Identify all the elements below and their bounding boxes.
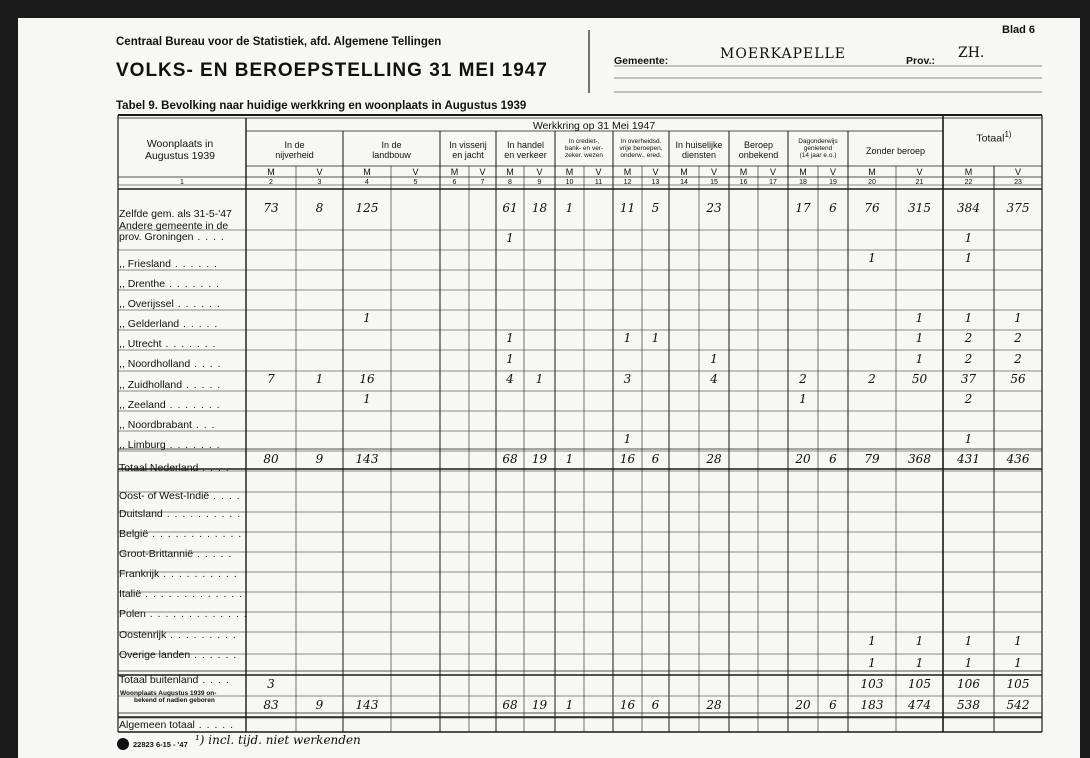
group-heading xyxy=(343,140,440,160)
column-number: 10 xyxy=(565,179,574,186)
prov-value: ZH. xyxy=(958,45,985,61)
cell-value: 20 xyxy=(795,698,811,712)
mv-heading: V xyxy=(1014,167,1021,177)
leader-dots: . . . . xyxy=(193,231,225,243)
cell-value: 73 xyxy=(263,200,279,215)
column-number: 15 xyxy=(710,179,718,186)
rowhead-label: Woonplaats in Augustus 1939 xyxy=(144,138,216,162)
group-heading-line: (14 jaar e.o.) xyxy=(799,152,837,159)
cell-value: 2 xyxy=(868,372,876,386)
cell-value: 8 xyxy=(315,200,324,215)
cell-value: 7 xyxy=(267,372,275,386)
cell-value: 3 xyxy=(623,372,632,386)
cell-value: 83 xyxy=(263,698,279,712)
column-number: 12 xyxy=(623,179,632,186)
cell-value: 103 xyxy=(860,676,884,691)
leader-dots: . . . . . . . xyxy=(165,278,220,290)
group-heading xyxy=(246,140,343,160)
cell-value: 1 xyxy=(964,311,973,325)
cell-value: 23 xyxy=(706,200,722,215)
group-heading-line: en verkeer xyxy=(504,150,547,160)
row-label-text: ,, Gelderland xyxy=(119,318,180,330)
group-heading-line: In overheidsd. xyxy=(620,138,662,145)
column-number: 3 xyxy=(317,179,322,186)
cell-value: 1 xyxy=(623,331,632,345)
mv-heading: M xyxy=(739,167,748,177)
cell-value: 143 xyxy=(355,698,379,712)
cell-value: 1 xyxy=(623,432,632,446)
row-label xyxy=(119,548,232,560)
leader-dots: . . . . xyxy=(198,674,230,686)
row-label xyxy=(119,338,216,350)
row-label-text: Woonplaats Augustus 1939 on- xyxy=(120,690,217,697)
leader-dots: . . . . xyxy=(198,462,230,474)
row-label-text: ,, Friesland xyxy=(119,258,171,270)
mv-heading: V xyxy=(536,167,543,177)
row-label xyxy=(119,608,248,620)
group-heading-line: diensten xyxy=(681,150,717,160)
cell-value: 1 xyxy=(565,200,574,215)
cell-value: 1 xyxy=(710,351,718,366)
blad-number: Blad 6 xyxy=(1002,24,1036,36)
column-number: 2 xyxy=(269,179,273,186)
cell-value: 2 xyxy=(964,331,973,345)
row-label xyxy=(119,419,215,431)
group-heading xyxy=(729,140,788,160)
cell-value: 538 xyxy=(957,698,980,712)
row-label-text: Algemeen totaal xyxy=(119,719,195,731)
column-number: 18 xyxy=(799,179,807,186)
column-number: 20 xyxy=(868,179,876,186)
mv-heading: V xyxy=(710,167,717,177)
row-label-text: ,, Noordbrabant xyxy=(119,419,192,431)
cell-value: 315 xyxy=(908,200,931,215)
column-number: 5 xyxy=(413,179,418,186)
row-label xyxy=(119,649,237,661)
group-heading-line: In de xyxy=(381,140,402,150)
row-label xyxy=(119,568,238,580)
cell-value: 6 xyxy=(651,698,660,712)
cell-value: 1 xyxy=(964,251,973,265)
cell-value: 68 xyxy=(502,452,518,466)
mv-heading: M xyxy=(964,167,973,177)
cell-value: 50 xyxy=(911,372,928,386)
row-label-text: ,, Utrecht xyxy=(119,338,162,350)
column-number: 21 xyxy=(915,179,924,186)
row-label-text: Overige landen xyxy=(119,649,191,661)
leader-dots: . . . . . xyxy=(179,318,219,330)
group-heading-line: Dagonderwijs xyxy=(798,138,838,145)
cell-value: 1 xyxy=(1014,655,1022,670)
column-number: 19 xyxy=(829,179,837,186)
leader-dots: . . . . . . xyxy=(170,258,218,270)
column-number: 16 xyxy=(739,179,748,186)
leader-dots: . . . . . . . . . xyxy=(166,629,237,641)
cell-value: 1 xyxy=(964,655,973,670)
group-heading-line: Beroep xyxy=(743,140,774,150)
leader-dots: . . . . . . . . . . xyxy=(162,508,242,520)
group-heading xyxy=(555,138,613,159)
column-number: 23 xyxy=(1014,179,1022,186)
group-heading-line: In visserij xyxy=(449,140,487,150)
group-heading-line: In de xyxy=(284,140,305,150)
cell-value: 2 xyxy=(799,372,807,386)
mv-heading: M xyxy=(868,167,876,177)
cell-value: 16 xyxy=(619,698,636,712)
mv-heading: M xyxy=(450,167,459,177)
leader-dots: . . . . . . . . . . . . . xyxy=(141,588,244,600)
cell-value: 183 xyxy=(860,698,884,712)
cell-value: 56 xyxy=(1010,372,1026,386)
column-number: 11 xyxy=(594,179,603,186)
row-label xyxy=(119,379,221,391)
cell-value: 17 xyxy=(795,200,811,215)
group-heading xyxy=(440,140,496,160)
group-heading-line: landbouw xyxy=(372,150,411,160)
group-heading-line: vrije beroepen, xyxy=(619,145,663,152)
row-label xyxy=(119,629,237,641)
form-title: VOLKS- EN BEROEPSTELLING 31 MEI 1947 xyxy=(116,60,548,81)
cell-value: 1 xyxy=(868,655,876,670)
cell-value: 1 xyxy=(506,231,514,245)
cell-value: 375 xyxy=(1006,200,1030,215)
print-code: 22823 6-15 - '47 xyxy=(133,740,188,749)
group-heading-line: bank- en ver- xyxy=(564,145,604,152)
row-label-text: ,, Limburg xyxy=(119,439,166,451)
mv-heading: V xyxy=(652,167,659,177)
cell-value: 1 xyxy=(915,655,924,670)
row-label-text: Oost- of West-Indië xyxy=(119,490,210,502)
cell-value: 1 xyxy=(565,452,574,466)
cell-value: 436 xyxy=(1006,452,1030,466)
cell-value: 6 xyxy=(829,452,837,466)
cell-value: 368 xyxy=(908,452,931,466)
group-heading-line: genietend xyxy=(803,145,833,152)
table-caption: Tabel 9. Bevolking naar huidige werkkring en woonplaats in Augustus 1939 xyxy=(116,100,527,112)
row-label xyxy=(119,358,222,370)
row-label-text: ,, Noordholland xyxy=(119,358,191,370)
cell-value: 20 xyxy=(795,452,811,466)
cell-value: 1 xyxy=(868,634,876,648)
mv-heading: V xyxy=(412,167,419,177)
column-number: 4 xyxy=(365,179,369,186)
row-label-text: Frankrijk xyxy=(119,568,160,580)
cell-value: 542 xyxy=(1006,698,1030,712)
cell-value: 105 xyxy=(908,676,931,691)
leader-dots: . . . xyxy=(191,419,216,431)
cell-value: 3 xyxy=(267,676,275,691)
form-sheet xyxy=(18,18,1080,758)
mv-heading: V xyxy=(829,167,836,177)
cell-value: 1 xyxy=(565,698,574,712)
cell-value: 1 xyxy=(868,251,876,265)
column-number: 7 xyxy=(480,179,485,186)
row-label-text: Totaal Nederland xyxy=(119,462,199,474)
mv-heading: M xyxy=(565,167,574,177)
mv-heading: V xyxy=(479,167,486,177)
bureau-name: Centraal Bureau voor de Statistiek, afd. Algemene Tellingen xyxy=(116,36,442,48)
cell-value: 16 xyxy=(359,372,375,386)
row-label-text: Totaal buitenland xyxy=(119,674,199,686)
cell-value: 105 xyxy=(1006,676,1030,691)
leader-dots: . . . . . xyxy=(193,548,233,560)
mv-heading: M xyxy=(799,167,807,177)
row-label-text: ,, Zuidholland xyxy=(119,379,183,391)
werkkring-heading: Werkkring op 31 Mei 1947 xyxy=(532,120,656,132)
cell-value: 6 xyxy=(829,200,837,215)
group-heading xyxy=(669,140,729,160)
cell-value: 1 xyxy=(1014,634,1022,648)
leader-dots: . . . . . . xyxy=(190,649,238,661)
cell-value: 2 xyxy=(964,392,973,406)
mv-heading: M xyxy=(363,167,371,177)
leader-dots: . . . . . . . . . . xyxy=(159,568,238,580)
group-heading-line: In huiselijke xyxy=(675,140,723,150)
gemeente-label: Gemeente: xyxy=(614,55,669,67)
cell-value: 1 xyxy=(964,634,973,648)
cell-value: 1 xyxy=(915,331,924,345)
cell-value: 1 xyxy=(506,331,514,345)
group-heading xyxy=(496,140,555,160)
row-label xyxy=(119,399,221,411)
group-heading-line: onbekend xyxy=(738,150,779,160)
group-heading-line: nijverheid xyxy=(275,150,314,160)
group-heading-line: zeker. wezen xyxy=(565,152,603,159)
column-number: 17 xyxy=(769,179,777,186)
footnote: ¹) incl. tijd. niet werkenden xyxy=(195,733,361,747)
leader-dots: . . . . . . . . . . . . xyxy=(148,528,243,540)
mv-heading: M xyxy=(623,167,632,177)
row-label-text: ,, Zeeland xyxy=(119,399,166,411)
cell-value: 2 xyxy=(1014,331,1022,345)
row-label-text-2: bekend of nadien geboren xyxy=(134,697,215,704)
column-number: 22 xyxy=(964,179,973,186)
prov-label: Prov.: xyxy=(906,55,935,67)
group-heading xyxy=(788,138,848,159)
leader-dots: . . . . . xyxy=(182,379,222,391)
cell-value: 1 xyxy=(1014,311,1022,325)
column-number: 8 xyxy=(508,179,512,186)
group-heading-line: Zonder beroep xyxy=(865,146,926,156)
leader-dots: . . . . xyxy=(190,358,222,370)
cell-value: 9 xyxy=(315,452,324,466)
row-label xyxy=(120,690,216,704)
mv-heading: M xyxy=(680,167,688,177)
column-number: 13 xyxy=(651,179,660,186)
row-label-text-2: prov. Groningen xyxy=(119,231,194,243)
cell-value: 16 xyxy=(619,452,636,466)
cell-value: 2 xyxy=(964,351,973,366)
column-number: 6 xyxy=(452,179,457,186)
group-heading xyxy=(613,138,669,159)
row-label-text: Polen xyxy=(119,608,146,620)
cell-value: 6 xyxy=(651,452,660,466)
mv-heading: V xyxy=(595,167,602,177)
column-number: 9 xyxy=(537,179,542,186)
leader-dots: . . . . . . . xyxy=(161,338,217,350)
cell-value: 19 xyxy=(531,452,548,466)
cell-value: 1 xyxy=(535,372,544,386)
mv-heading: M xyxy=(506,167,514,177)
cell-value: 2 xyxy=(1014,351,1022,366)
row-label xyxy=(119,508,241,520)
row-label-text: Andere gemeente in de xyxy=(119,220,229,232)
cell-value: 1 xyxy=(651,331,660,345)
row-label xyxy=(119,462,230,474)
row-label xyxy=(119,208,232,220)
group-heading-line: en jacht xyxy=(452,150,484,160)
cell-value: 61 xyxy=(502,200,518,215)
leader-dots: . . . . . . . xyxy=(165,399,221,411)
row-label xyxy=(119,298,221,310)
mv-heading: V xyxy=(916,167,923,177)
cell-value: 76 xyxy=(864,200,880,215)
cell-value: 1 xyxy=(363,311,371,325)
row-label xyxy=(119,318,218,330)
row-label-text: Italië xyxy=(119,588,142,600)
group-heading xyxy=(848,146,943,156)
cell-value: 80 xyxy=(263,452,279,466)
cell-value: 11 xyxy=(619,200,636,215)
cell-value: 28 xyxy=(706,452,722,466)
row-label xyxy=(119,278,220,290)
row-label xyxy=(119,439,221,451)
cell-value: 431 xyxy=(957,452,980,466)
group-heading-line: In handel xyxy=(506,140,545,150)
row-label xyxy=(119,719,234,731)
row-label xyxy=(119,588,243,600)
row-label xyxy=(119,258,218,270)
row-label xyxy=(119,674,230,686)
leader-dots: . . . . xyxy=(209,490,241,502)
row-label xyxy=(119,490,241,502)
row-label-text: ,, Overijssel xyxy=(119,298,174,310)
cell-value: 125 xyxy=(355,200,379,215)
cell-value: 1 xyxy=(363,392,371,406)
cell-value: 1 xyxy=(799,392,807,406)
cell-value: 1 xyxy=(915,634,924,648)
cbs-logo-icon xyxy=(117,738,129,750)
cell-value: 6 xyxy=(829,698,837,712)
mv-heading: V xyxy=(316,167,323,177)
cell-value: 1 xyxy=(964,231,973,245)
cell-value: 79 xyxy=(864,452,880,466)
column-number: 14 xyxy=(680,179,688,186)
cell-value: 4 xyxy=(710,372,718,386)
cell-value: 28 xyxy=(706,698,722,712)
leader-dots: . . . . . . . . . . . . . xyxy=(145,608,248,620)
cell-value: 1 xyxy=(964,432,973,446)
cell-value: 37 xyxy=(960,372,977,386)
totaal-heading: Totaal$^{1)}$ xyxy=(976,130,1012,145)
cell-value: 106 xyxy=(957,676,980,691)
row-label-text: Groot-Brittannië xyxy=(119,548,194,560)
row-label-text: Zelfde gem. als 31-5-'47 xyxy=(119,208,232,220)
mv-heading: V xyxy=(769,167,776,177)
cell-value: 1 xyxy=(915,351,924,366)
cell-value: 1 xyxy=(915,311,924,325)
cell-value: 19 xyxy=(531,698,548,712)
leader-dots: . . . . . . . xyxy=(165,439,221,451)
cell-value: 9 xyxy=(315,698,324,712)
row-label-text: België xyxy=(119,528,149,540)
row-label-text: Oostenrijk xyxy=(119,629,167,641)
column-number: 1 xyxy=(180,179,184,186)
group-heading-line: onderw., ered. xyxy=(620,152,662,159)
cell-value: 1 xyxy=(315,372,324,386)
row-label-text: ,, Drenthe xyxy=(119,278,166,290)
group-heading-line: In crediet-, xyxy=(568,138,600,145)
leader-dots: . . . . . . xyxy=(173,298,221,310)
mv-heading: M xyxy=(267,167,275,177)
cell-value: 68 xyxy=(502,698,518,712)
cell-value: 18 xyxy=(531,200,548,215)
gemeente-value: MOERKAPELLE xyxy=(720,46,847,62)
cell-value: 384 xyxy=(957,200,980,215)
row-label xyxy=(119,528,242,540)
cell-value: 4 xyxy=(506,372,514,386)
row-label-text: Duitsland xyxy=(119,508,163,520)
cell-value: 5 xyxy=(651,200,660,215)
cell-value: 1 xyxy=(506,351,514,366)
row-label xyxy=(119,221,228,243)
leader-dots: . . . . . xyxy=(194,719,235,731)
cell-value: 474 xyxy=(908,698,931,712)
cell-value: 143 xyxy=(355,452,379,466)
